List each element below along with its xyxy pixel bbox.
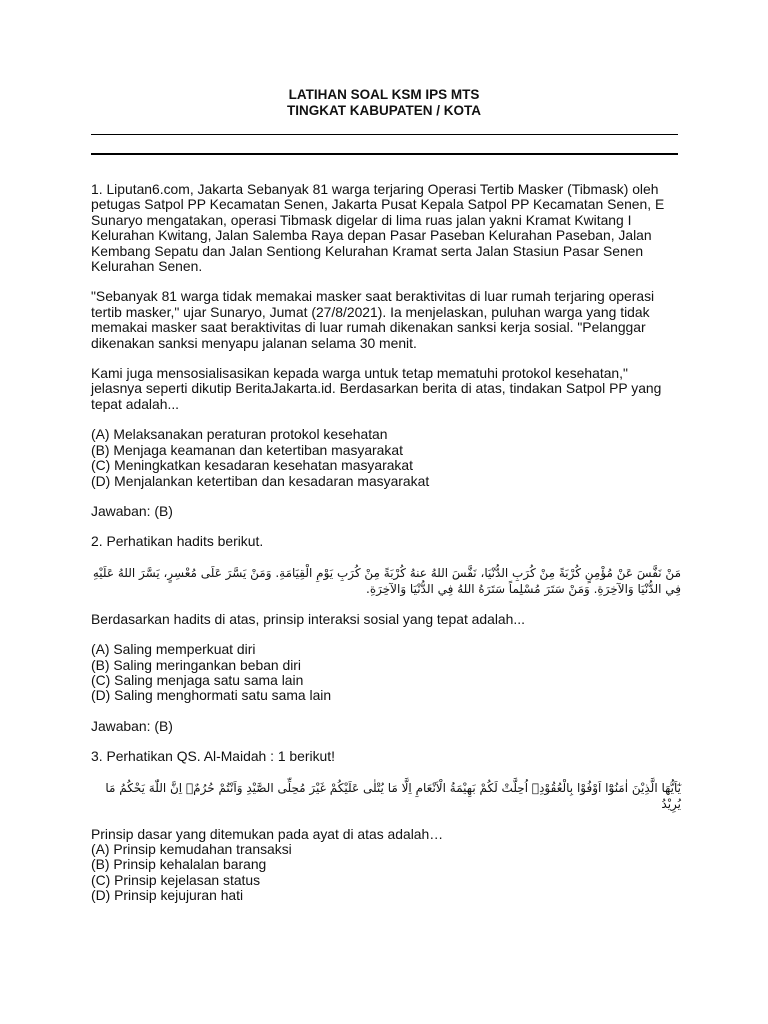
q1-option-a: (A) Melaksanakan peraturan protokol kesehatan (91, 426, 388, 443)
q3-question: Prinsip dasar yang ditemukan pada ayat di atas adalah… (91, 825, 444, 842)
divider-top (91, 134, 678, 135)
q2-question: Berdasarkan hadits di atas, prinsip interaksi sosial yang tepat adalah... (91, 610, 525, 627)
q3-verse-arabic: يٰٓاَيُّهَا الَّذِيْنَ اٰمَنُوْٓا اَوْفُوْا بِالْعُقُوْدِۗ اُحِلَّتْ لَكُمْ بَهِيْمَةُ الْاَنْعَامِ اِلَّا مَا يُتْلٰى عَلَيْكُمْ غَيْرَ مُحِلِّى الصَّيْدِ وَاَنْتُمْ حُرُمٌۗ اِنَّ اللّٰهَ يَحْكُمُ مَا يُرِيْدُ (105, 780, 681, 811)
q1-option-b: (B) Menjaga keamanan dan ketertiban masyarakat (91, 441, 403, 458)
q3-option-d: (D) Prinsip kejujuran hati (91, 887, 244, 904)
q3-option-b: (B) Prinsip kehalalan barang (91, 856, 267, 873)
q1-option-d: (D) Menjalankan ketertiban dan kesadaran masyarakat (91, 472, 430, 489)
q2-answer: Jawaban: (B) (91, 717, 173, 734)
document-body (91, 182, 681, 904)
q3-option-c: (C) Prinsip kejelasan status (91, 871, 261, 888)
q2-option-c: (C) Saling menjaga satu sama lain (91, 671, 304, 688)
document-title: LATIHAN SOAL KSM IPS MTS (288, 87, 480, 102)
q1-paragraph-3: Kami juga mensosialisasikan kepada warga untuk tetap mematuhi protokol kesehatan," jelasnya seperti dikutip BeritaJakarta.id. Berdasarkan berita di atas, tindakan Satpol PP yang tepat adalah... (91, 365, 662, 412)
q2-option-d: (D) Saling menghormati satu sama lain (91, 687, 332, 704)
q2-option-b: (B) Saling meringankan beban diri (91, 656, 302, 673)
q2-prompt: 2. Perhatikan hadits berikut. (91, 533, 264, 550)
q3-prompt: 3. Perhatikan QS. Al-Maidah : 1 berikut! (91, 748, 335, 765)
q1-option-c: (C) Meningkatkan kesadaran kesehatan masyarakat (91, 457, 413, 474)
divider-bottom (91, 153, 678, 155)
q2-hadith-arabic: مَنْ نَفَّسَ عَنْ مُؤْمِنٍ كُرْبَةً مِنْ كُرَبِ الدُّنْيَا، نَفَّسَ اللهُ عنهُ كُرْبَةً مِنْ كُرَبِ يَوْمِ الْقِيَامَةِ. وَمَنْ يَسَّرَ عَلَى مُعْسِرٍ، يَسَّرَ اللهُ عَلَيْهِ فِي الدُّنْيَا وَالآخِرَةِ. وَمَنْ سَتَرَ مُسْلِماً سَتَرَهُ اللهُ فِي الدُّنْيَا وَالآخِرَةِ. (92, 565, 681, 596)
q2-option-a: (A) Saling memperkuat diri (91, 641, 256, 658)
document-subtitle: TINGKAT KABUPATEN / KOTA (287, 103, 481, 118)
q1-answer: Jawaban: (B) (91, 502, 173, 519)
q1-paragraph-2: "Sebanyak 81 warga tidak memakai masker saat beraktivitas di luar rumah terjaring operasi tertib masker," ujar Sunaryo, Jumat (27/8/2021). Ia menjelaskan, puluhan warga yang tidak memakai masker saat beraktivitas di luar rumah dikenakan sanksi kerja sosial. "Pelanggar dikenakan sanksi menyapu jalanan selama 30 menit. (91, 288, 655, 351)
q3-option-a: (A) Prinsip kemudahan transaksi (91, 840, 292, 857)
q1-paragraph-1: 1. Liputan6.com, Jakarta Sebanyak 81 warga terjaring Operasi Tertib Masker (Tibmask) oleh petugas Satpol PP Kecamatan Senen, Jakarta Pusat Kepala Satpol PP Kecamatan Senen, E Sunaryo mengatakan, operasi Tibmask digelar di lima ruas jalan yakni Kramat Kwitang I Kelurahan Kwitang, Jalan Salemba Raya depan Pasar Paseban Kelurahan Paseban, Jalan Kembang Sepatu dan Jalan Sentiong Kelurahan Kramat serta Jalan Stasiun Pasar Senen Kelurahan Senen. (91, 181, 665, 275)
